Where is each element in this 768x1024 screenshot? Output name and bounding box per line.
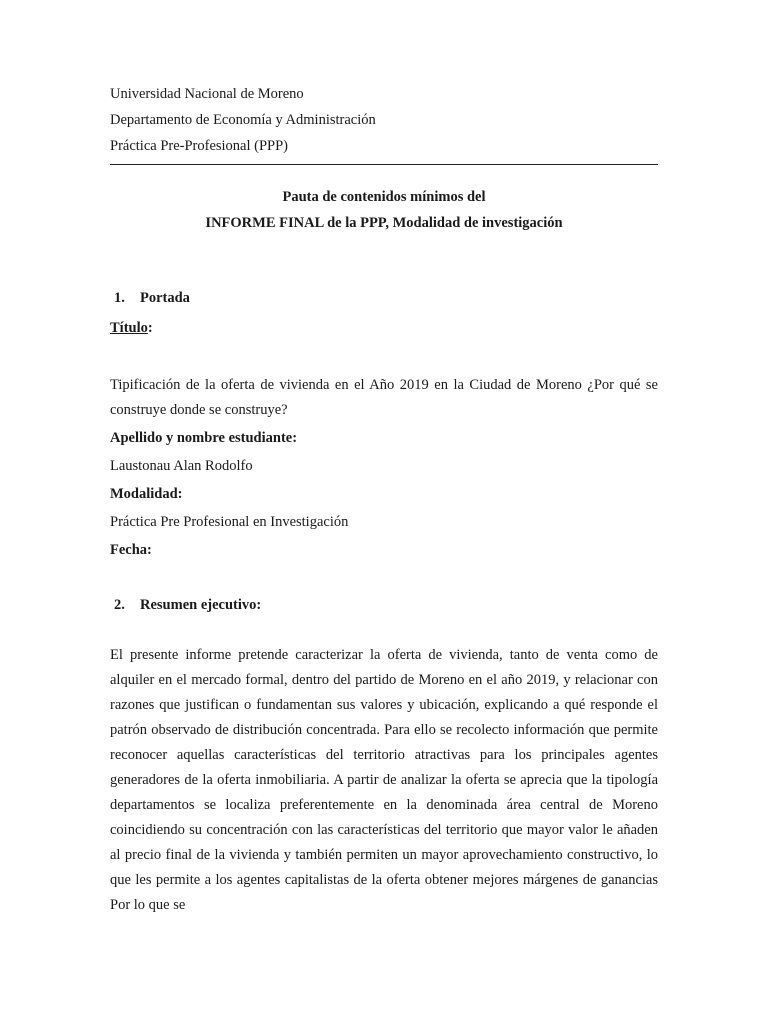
fecha-label: Fecha:	[110, 542, 152, 558]
department-name: Departamento de Economía y Administración	[110, 112, 376, 128]
modalidad-label: Modalidad:	[110, 486, 183, 502]
section-title: Resumen ejecutivo:	[140, 597, 262, 613]
titulo-text: Tipificación de la oferta de vivienda en el Año 2019 en la Ciudad de Moreno ¿Por qué se construye donde se construye?	[110, 377, 658, 418]
section-number: 1.	[114, 290, 125, 306]
document-title	[110, 187, 658, 239]
title-line-2: INFORME FINAL de la PPP, Modalidad de investigación	[205, 215, 563, 231]
document-header	[110, 84, 658, 165]
document-body	[110, 287, 658, 918]
titulo-colon: :	[147, 320, 153, 336]
resumen-paragraph: El presente informe pretende caracterizar la oferta de vivienda, tanto de venta como de alquiler en el mercado formal, dentro del partido de Moreno en el año 2019, y relacionar con razones que justifican o fundamentan sus valores y ubicación, explicando a qué responde el patrón observado de distribución concentrada. Para ello se recolecto información que permite reconocer aquellas características del territorio atractivas para los principales agentes generadores de la oferta inmobiliaria. A partir de analizar la oferta se aprecia que la tipología departamentos se localiza preferentemente en la denominada área central de Moreno coincidiendo su concentración con las características del territorio que mayor valor le añaden al precio final de la vivienda y también permiten un mayor aprovechamiento constructivo, lo que les permite a los agentes capitalistas de la oferta obtener mejores márgenes de ganancias Por lo que se	[110, 647, 658, 913]
titulo-label-row	[110, 317, 658, 339]
section-title: Portada	[140, 290, 190, 306]
course-name: Práctica Pre-Profesional (PPP)	[110, 138, 288, 154]
section-number: 2.	[114, 597, 125, 613]
section-heading-portada	[110, 287, 658, 309]
modalidad-value: Práctica Pre Profesional en Investigación	[110, 514, 349, 530]
titulo-label: Título	[110, 320, 148, 336]
student-label: Apellido y nombre estudiante:	[110, 430, 298, 446]
university-name: Universidad Nacional de Moreno	[110, 86, 304, 102]
section-heading-resumen	[110, 594, 658, 616]
title-line-1: Pauta de contenidos mínimos del	[282, 189, 486, 205]
student-value: Laustonau Alan Rodolfo	[110, 458, 253, 474]
